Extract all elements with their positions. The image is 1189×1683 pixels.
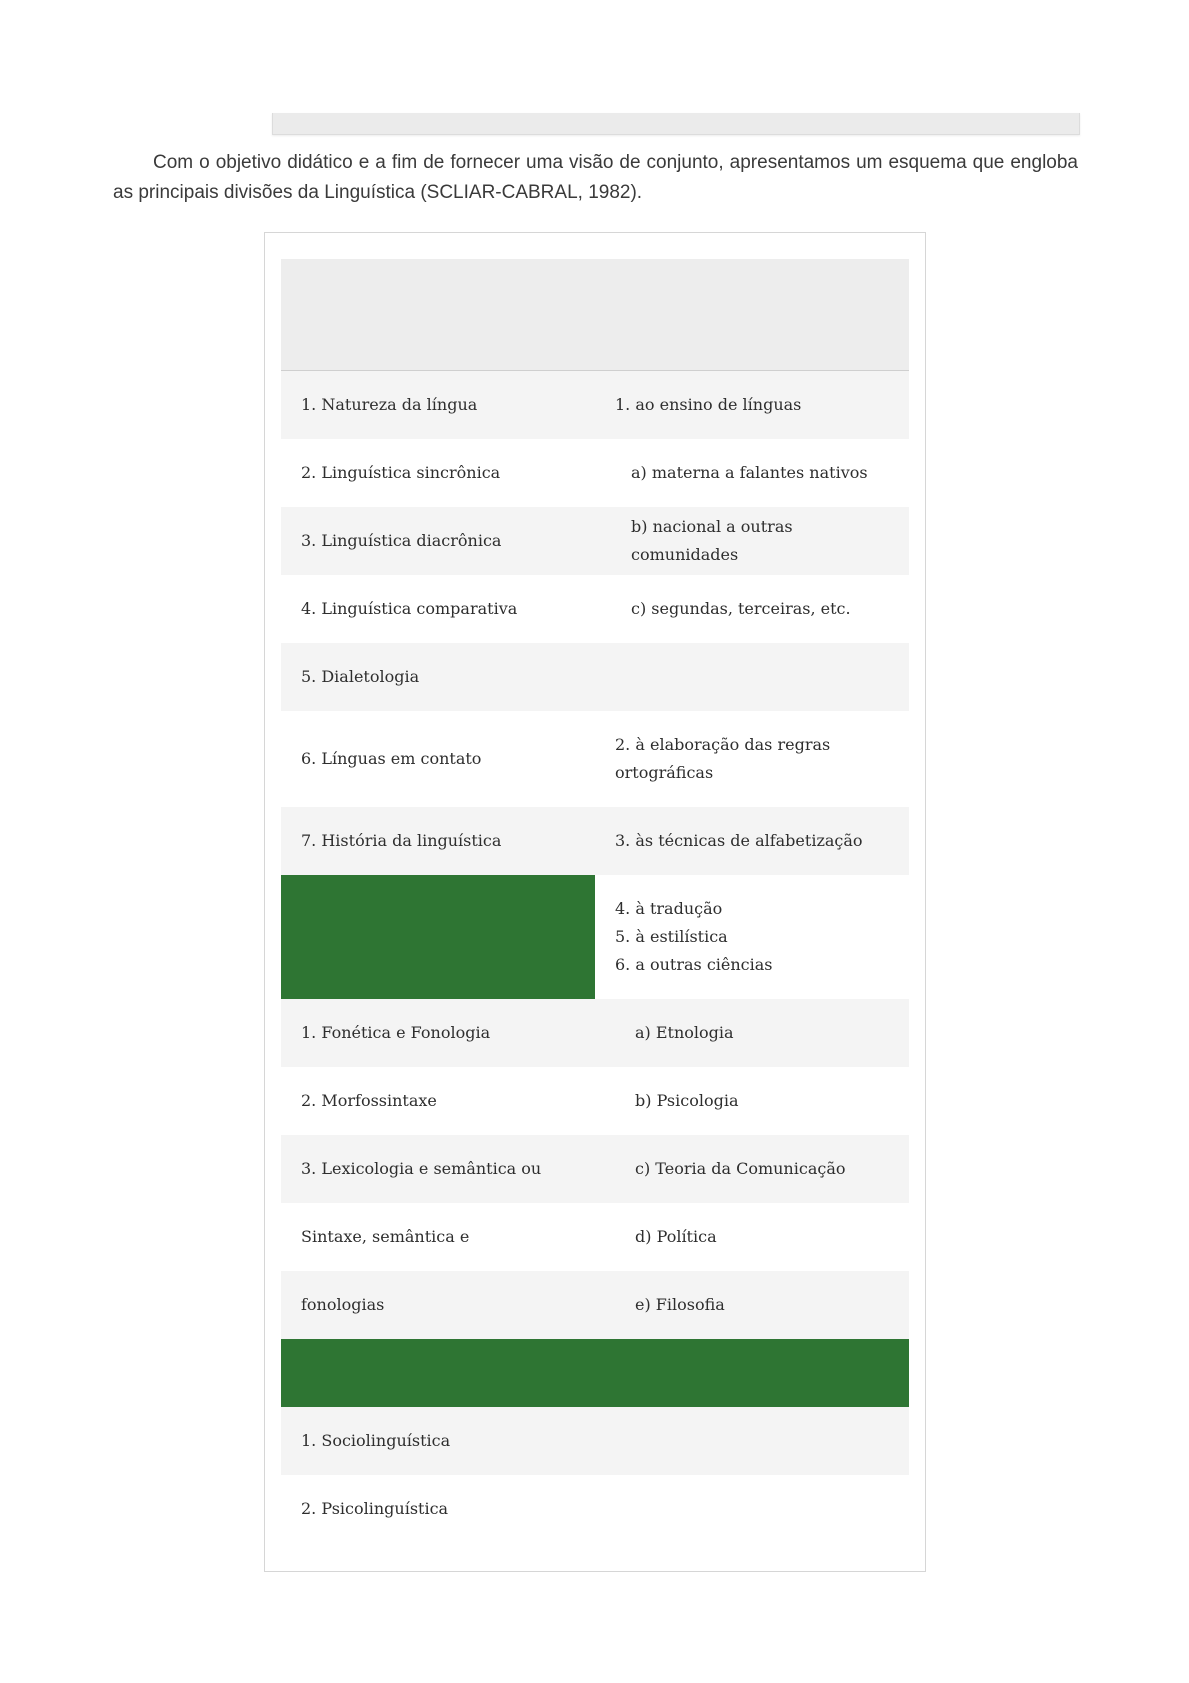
linguistics-scheme-table [281, 259, 909, 1543]
row-left-cell: fonologias [281, 1271, 595, 1339]
row-left-cell: 1. Fonética e Fonologia [281, 999, 595, 1067]
table-row [281, 1135, 909, 1203]
table-header-row [281, 259, 909, 371]
header-cell-left [281, 259, 595, 371]
row-right-text: b) nacional a outras comunidades [631, 517, 793, 564]
row-right-line: 5. à estilística [615, 927, 728, 946]
row-left-cell: 3. Lexicologia e semântica ou [281, 1135, 595, 1203]
intro-paragraph: Com o objetivo didático e a fim de fornecer uma visão de conjunto, apresentamos um esquema que engloba as principais divisões da Linguística (SCLIAR-CABRAL, 1982). [113, 152, 1078, 203]
row-right-text: a) materna a falantes nativos [631, 463, 868, 482]
row-right-text: c) segundas, terceiras, etc. [631, 599, 851, 618]
table-row [281, 999, 909, 1067]
table-row [281, 643, 909, 711]
row-right-line: 6. a outras ciências [615, 955, 773, 974]
table-row [281, 1067, 909, 1135]
table-row [281, 711, 909, 807]
green-bar-cell [281, 1339, 595, 1407]
row-left-cell: Sintaxe, semântica e [281, 1203, 595, 1271]
top-banner-bar [272, 113, 1080, 135]
row-right-cell: 1. ao ensino de línguas [595, 371, 909, 440]
table-row [281, 1271, 909, 1339]
row-right-text: b) Psicologia [635, 1091, 739, 1110]
row-right-cell [595, 507, 909, 575]
row-right-cell [595, 1271, 909, 1339]
table-row [281, 875, 909, 999]
row-right-text: e) Filosofia [635, 1295, 725, 1314]
row-right-text: d) Política [635, 1227, 717, 1246]
row-right-cell: 3. às técnicas de alfabetização [595, 807, 909, 875]
row-right-cell [595, 1067, 909, 1135]
row-left-cell: 4. Linguística comparativa [281, 575, 595, 643]
row-right-cell [595, 575, 909, 643]
row-right-cell [595, 1407, 909, 1475]
row-left-cell: 7. História da linguística [281, 807, 595, 875]
table-row [281, 507, 909, 575]
row-right-cell [595, 1203, 909, 1271]
row-right-line: 4. à tradução [615, 899, 723, 918]
table-row [281, 439, 909, 507]
green-bar-cell [595, 1339, 909, 1407]
table-row [281, 371, 909, 440]
row-right-cell [595, 999, 909, 1067]
row-right-text: c) Teoria da Comunicação [635, 1159, 846, 1178]
row-right-text: a) Etnologia [635, 1023, 734, 1042]
table-row [281, 1475, 909, 1543]
row-left-cell: 1. Sociolinguística [281, 1407, 595, 1475]
row-left-cell: 1. Natureza da língua [281, 371, 595, 440]
header-cell-right [595, 259, 909, 371]
row-right-cell [595, 643, 909, 711]
row-right-cell: 2. à elaboração das regras ortográficas [595, 711, 909, 807]
row-right-cell [595, 1475, 909, 1543]
row-left-cell: 2. Psicolinguística [281, 1475, 595, 1543]
row-right-cell [595, 875, 909, 999]
row-right-cell [595, 439, 909, 507]
green-separator-row [281, 1339, 909, 1407]
table-row [281, 1407, 909, 1475]
row-left-cell: 5. Dialetologia [281, 643, 595, 711]
table-row [281, 1203, 909, 1271]
row-left-cell: 6. Línguas em contato [281, 711, 595, 807]
table-row [281, 807, 909, 875]
green-block-cell [281, 875, 595, 999]
row-left-cell: 2. Morfossintaxe [281, 1067, 595, 1135]
row-right-cell [595, 1135, 909, 1203]
row-left-cell: 2. Linguística sincrônica [281, 439, 595, 507]
linguistics-scheme-figure [264, 232, 926, 1572]
table-row [281, 575, 909, 643]
row-left-cell: 3. Linguística diacrônica [281, 507, 595, 575]
